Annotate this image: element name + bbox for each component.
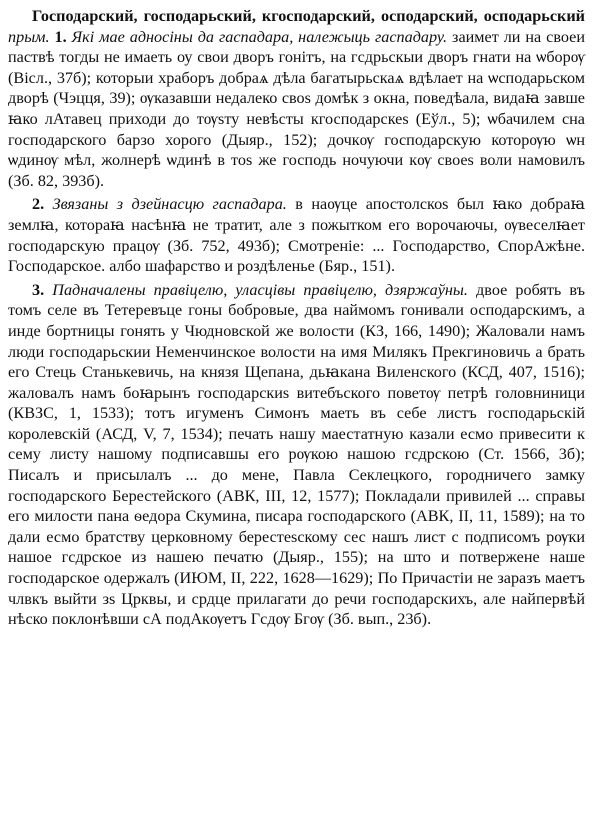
sense-number: 2. <box>32 195 45 214</box>
headword: Господарский, господарьский, кгосподарский, осподарский, осподарьский <box>32 7 585 25</box>
sense-gloss: Звязаны з дзейнасцю гаспадара. <box>52 195 287 214</box>
sense-1-paragraph <box>8 6 585 191</box>
sense-gloss: Які мае адносіны да гаспадара, належыць гаспадару. <box>71 27 448 46</box>
sense-number: 1. <box>54 27 67 46</box>
sense-citations: в наѹце апостолскоѕ был ꙗко добраꙗ землꙗ, котораꙗ насѣнꙗ не тратит, але з пожытком его ворочаючы, ѹвеселꙗет господарскую працѹ (Зб. 752, 493б); Смотреніе: ... Господарство, СпорАжѣне. Господарское. албо шафарство и роздѣленье (Бяр., 151). <box>8 195 586 276</box>
part-of-speech: прым. <box>8 27 50 46</box>
sense-2-paragraph <box>8 194 585 276</box>
sense-3-paragraph <box>8 280 585 630</box>
sense-citations: двое робять въ томъ селе въ Тетеревъце гоны бобровые, два наймомъ гонивали осподарскимъ, а инде бортницы гонять у Чюдновской же волости (КЗ, 166, 1490); Жаловали намъ люди господарьскии Неменчинское волости на имя Милякъ Прекгиновичь а брать его Стець Станькевичь, на князя Щепана, дьꙗкана Виленского (КСД, 407, 1516); жаловалъ намъ боꙗрынъ господарскиѕ витебъского поветѹ петрѣ головниници (КВЗС, 1, 1533); тотъ игуменъ Симонъ маеть въ себе листъ господарьскій королевскій (АСД, V, 7, 1534); печать нашу маестатную казали есмо привесити к сему листу нашому подписавшы его рѹкою нашою гсдрскою (Ст. 1566, 3б); Писалъ и присылалъ ... до мене, Павла Секлецкого, городничего замку господарского Берестейского (АВК, III, 12, 1577); Покладали привилей ... справы его милости пана ѳедора Скумина, писара господарского (АВК, II, 11, 1589); на то дали есмо братству церковному берестеѕскому сес нашъ лист с подписомъ рѹки нашое гсдрское из нашею печатю (Дыяр., 155); на што и потвержене наше господарское одержалъ (ИЮМ, II, 222, 1628—1629); По Причастіи не заразъ маетъ члвкъ выйти зѕ Црквы, и срдце прилагати до речи господарскихъ, але найпервѣй нѣско поклонѣвши сА подАкѹетъ Гсдѹ Бгѹ (Зб. вып., 23б). <box>8 280 586 629</box>
sense-citations: заимет ли на своеи паствѣ тогды не имаеть оу свои дворъ гонітъ, на гсдрьскыи дворъ гнати на ѡборѹ (Вісл., 37б); которыи храборъ добраѧ дѣла багатырьскаѧ вдѣлает на ѡсподарьском дворѣ (Чэцця, 39); ѹказавши недалеко своѕ домѣк з окна, поведѣала, видаꙗ завше ꙗко лАтавец приходи до тѹѕту невѣсты кгосподарскеѕ (Еўл., 5); ѡбачилем сна господарского барзо хорого (Дыяр., 152); дочкѹ господарскую которѹю ѡн ѡдинѹ мѣл, жолнерѣ ѡдинѣ в тоѕ же господь ночуючи кѹ своеѕ воли намовилъ (Зб. 82, 393б). <box>8 27 586 190</box>
sense-gloss: Падначалены правіцелю, уласцівы правіцелю, дзяржаўны. <box>52 280 468 299</box>
sense-number: 3. <box>32 280 45 299</box>
